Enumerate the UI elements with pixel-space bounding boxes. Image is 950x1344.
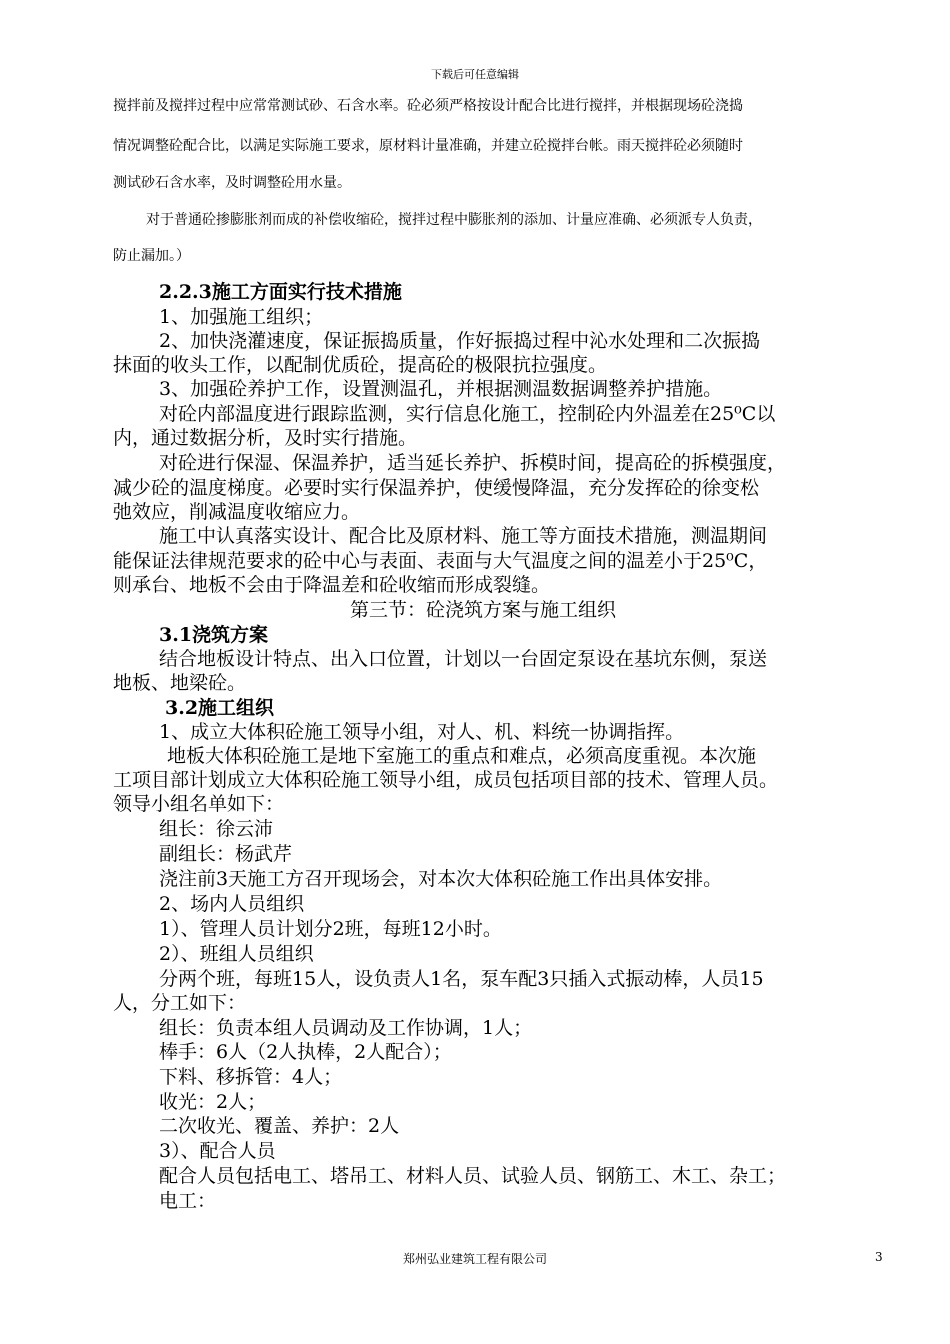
paragraph-line: 1）、管理人员计划分2班，每班12小时。 bbox=[159, 918, 502, 940]
section-heading: 3.1浇筑方案 bbox=[159, 624, 269, 646]
paragraph-line: 3、加强砼养护工作，设置测温孔，并根据测温数据调整养护措施。 bbox=[159, 378, 723, 400]
paragraph-line: 工项目部计划成立大体积砼施工领导小组，成员包括项目部的技术、管理人员。 bbox=[113, 769, 779, 791]
paragraph-line: 组长：徐云沛 bbox=[159, 818, 274, 840]
paragraph-line: 弛效应，削减温度收缩应力。 bbox=[113, 501, 361, 523]
paragraph-line: 减少砼的温度梯度。必要时实行保温养护，使缓慢降温，充分发挥砼的徐变松 bbox=[113, 477, 760, 499]
paragraph-line: 二次收光、覆盖、养护：2人 bbox=[159, 1115, 400, 1137]
paragraph-line: 下料、移拆管：4人； bbox=[159, 1066, 343, 1088]
paragraph-line: 电工： bbox=[159, 1190, 217, 1212]
section-heading: 2.2.3施工方面实行技术措施 bbox=[159, 281, 402, 303]
paragraph-line: 副组长：杨武芹 bbox=[159, 843, 293, 865]
paragraph-line: 领导小组名单如下： bbox=[113, 793, 285, 815]
intro-line: 搅拌前及搅拌过程中应常常测试砂、石含水率。砼必须严格按设计配合比进行搅拌，并根据现场砼浇捣 bbox=[113, 98, 743, 114]
paragraph-line: 1、加强施工组织； bbox=[159, 306, 324, 328]
paragraph-line: 1、成立大体积砼施工领导小组，对人、机、料统一协调指挥。 bbox=[159, 721, 685, 743]
paragraph-line: 组长：负责本组人员调动及工作协调，1人； bbox=[159, 1017, 533, 1039]
intro-line: 防止漏加。） bbox=[113, 248, 190, 264]
paragraph-line: 能保证法律规范要求的砼中心与表面、表面与大气温度之间的温差小于25⁰C， bbox=[113, 550, 768, 572]
paragraph-line: 施工中认真落实设计、配合比及原材料、施工等方面技术措施，测温期间 bbox=[159, 525, 768, 547]
paragraph-line: 人，分工如下： bbox=[113, 992, 247, 1014]
paragraph-line: 分两个班，每班15人，设负责人1名，泵车配3只插入式振动棒，人员15 bbox=[159, 968, 764, 990]
footer-company: 郑州弘业建筑工程有限公司 bbox=[402, 1252, 547, 1266]
paragraph-line: 结合地板设计特点、出入口位置，计划以一台固定泵设在基坑东侧，泵送 bbox=[159, 648, 768, 670]
paragraph-line: 对砼进行保湿、保温养护，适当延长养护、拆模时间，提高砼的拆模强度， bbox=[159, 452, 787, 474]
page-header: 下载后可任意编辑 bbox=[431, 68, 519, 81]
paragraph-line: 2、加快浇灌速度，保证振捣质量，作好振捣过程中沁水处理和二次振捣 bbox=[159, 330, 761, 352]
intro-line: 情况调整砼配合比，以满足实际施工要求，原材料计量准确，并建立砼搅拌台帐。雨天搅拌砼必须随时 bbox=[113, 138, 743, 154]
paragraph-line: 棒手：6人（2人执棒，2人配合）； bbox=[159, 1041, 452, 1063]
page-number: 3 bbox=[875, 1250, 883, 1264]
paragraph-line: 地板、地梁砼。 bbox=[113, 672, 247, 694]
paragraph-line: 收光：2人； bbox=[159, 1091, 267, 1113]
intro-line: 测试砂石含水率，及时调整砼用水量。 bbox=[113, 175, 351, 191]
section-heading: 3.2施工组织 bbox=[165, 697, 275, 719]
paragraph-line: 对砼内部温度进行跟踪监测，实行信息化施工，控制砼内外温差在25⁰C以 bbox=[159, 403, 776, 425]
paragraph-line: 3）、配合人员 bbox=[159, 1140, 276, 1162]
paragraph-line: 浇注前3天施工方召开现场会，对本次大体积砼施工作出具体安排。 bbox=[159, 868, 723, 890]
paragraph-line: 地板大体积砼施工是地下室施工的重点和难点，必须高度重视。本次施 bbox=[167, 745, 757, 767]
paragraph-line: 配合人员包括电工、塔吊工、材料人员、试验人员、钢筋工、木工、杂工； bbox=[159, 1165, 787, 1187]
paragraph-line: 内，通过数据分析，及时实行措施。 bbox=[113, 427, 418, 449]
paragraph-line: 则承台、地板不会由于降温差和砼收缩而形成裂缝。 bbox=[113, 574, 551, 596]
paragraph-line: 2、场内人员组织 bbox=[159, 893, 305, 915]
paragraph-line: 抹面的收头工作，以配制优质砼，提高砼的极限抗拉强度。 bbox=[113, 354, 608, 376]
paragraph-line: 2）、班组人员组织 bbox=[159, 943, 314, 965]
chapter-title: 第三节：砼浇筑方案与施工组织 bbox=[349, 599, 616, 621]
intro-line: 对于普通砼掺膨胀剂而成的补偿收缩砼，搅拌过程中膨胀剂的添加、计量应准确、必须派专人负责， bbox=[146, 212, 762, 228]
